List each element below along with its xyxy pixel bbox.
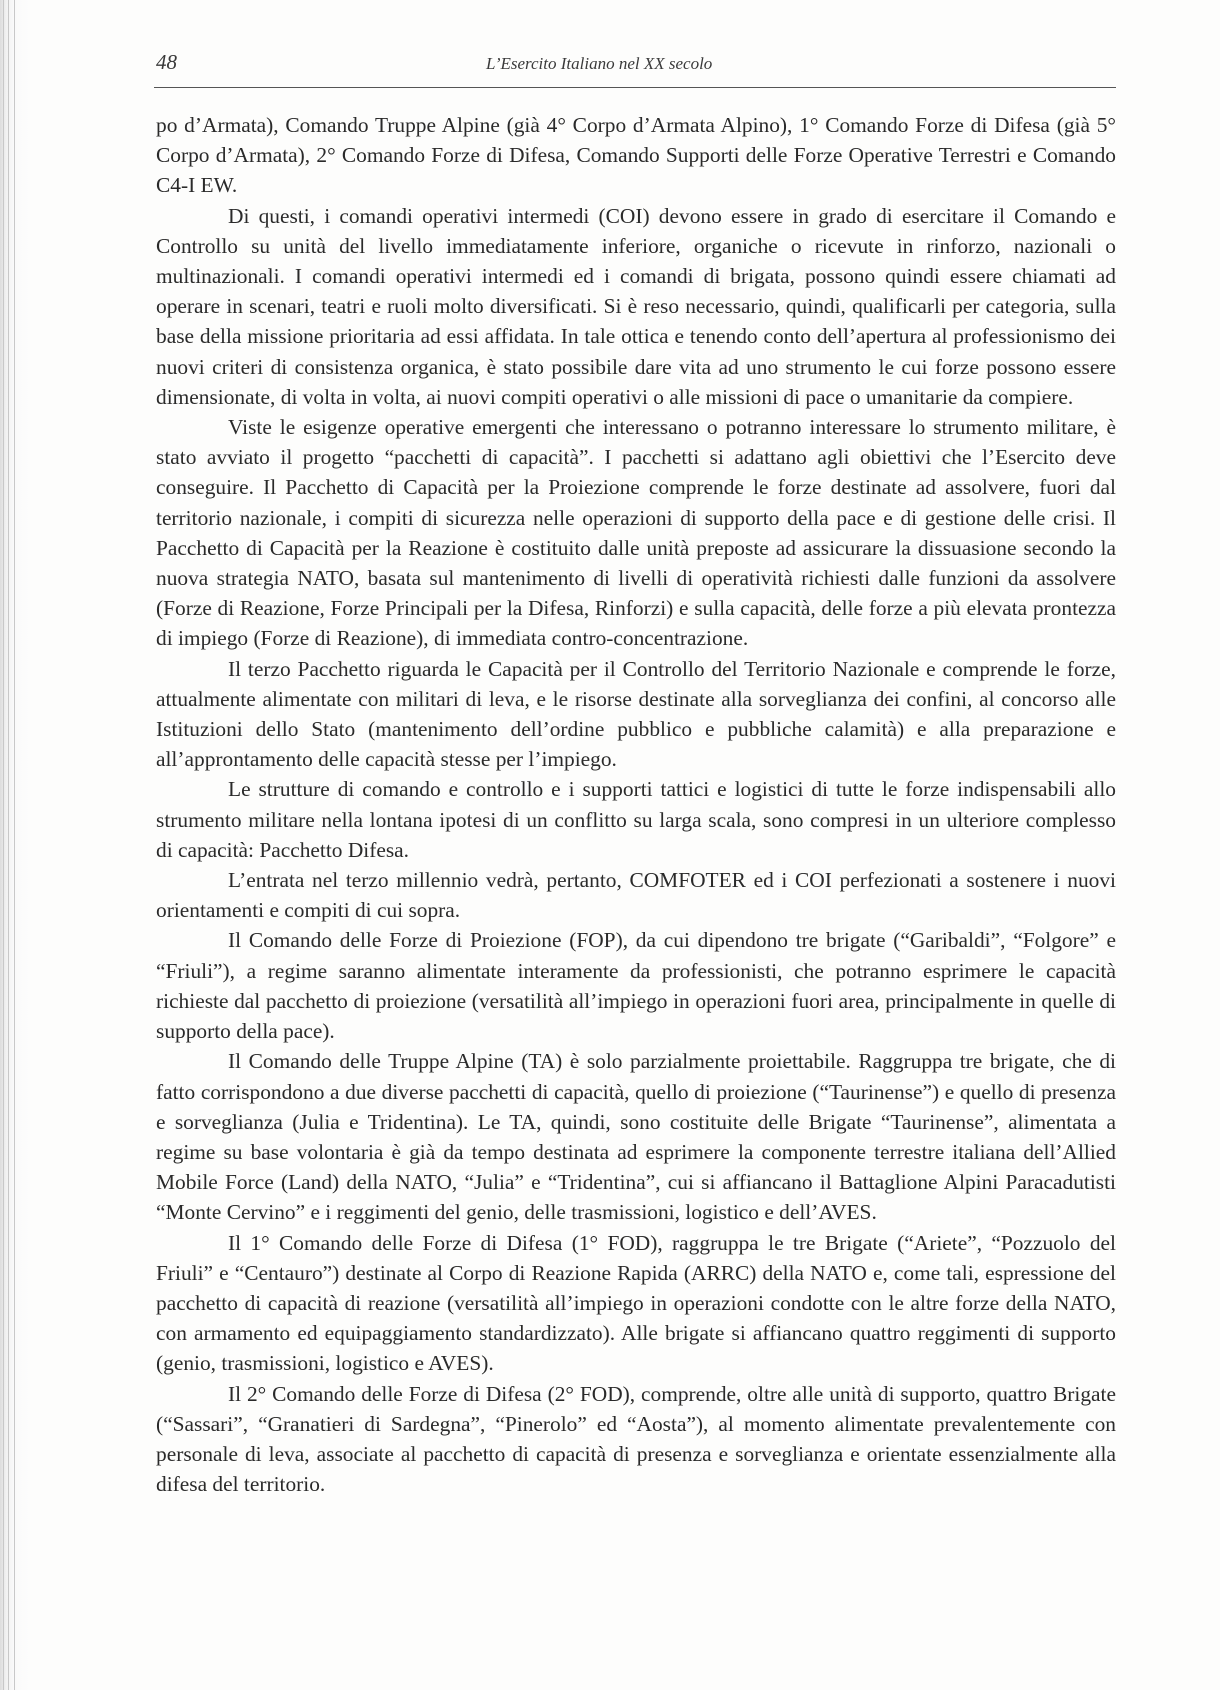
paragraph: Il Comando delle Forze di Proiezione (FOP), da cui dipendono tre brigate (“Garibaldi”, “Folgore” e “Friuli”), a regime saranno alimentate interamente da professionisti, che potranno esprimere le capacità richieste dal pacchetto di proiezione (versatilità all’impiego in operazioni fuori area, principalmente in quelle di supporto della pace). (156, 928, 1116, 1044)
body-text (156, 110, 1116, 1499)
running-header (156, 50, 1116, 86)
paragraph: Le strutture di comando e controllo e i supporti tattici e logistici di tutte le forze indispensabili allo strumento militare nella lontana ipotesi di un conflitto su larga scala, sono compresi in un ulteriore complesso di capacità: Pacchetto Difesa. (156, 777, 1116, 862)
header-rule (154, 87, 1116, 88)
paragraph: Il 1° Comando delle Forze di Difesa (1° FOD), raggruppa le tre Brigate (“Ariete”, “Pozzuolo del Friuli” e “Centauro”) destinate al Corpo di Reazione Rapida (ARRC) della NATO e, come tali, espressione del pacchetto di capacità di reazione (versatilità all’impiego in operazioni condotte con le altre forze della NATO, con armamento ed equipaggiamento standardizzato). Alle brigate si affiancano quattro reggimenti di supporto (genio, trasmissioni, logistico e AVES). (156, 1230, 1116, 1376)
paragraph: Viste le esigenze operative emergenti che interessano o potranno interessare lo strumento militare, è stato avviato il progetto “pacchetti di capacità”. I pacchetti si adattano agli obiettivi che l’Esercito deve conseguire. Il Pacchetto di Capacità per la Proiezione comprende le forze destinate ad assolvere, fuori dal territorio nazionale, i compiti di sicurezza nelle operazioni di supporto della pace e di gestione delle crisi. Il Pacchetto di Capacità per la Reazione è costituito dalle unità preposte ad assicurare la dissuasione secondo la nuova strategia NATO, basata sul mantenimento di livelli di operatività richiesti dalle funzioni da assolvere (Forze di Reazione, Forze Principali per la Difesa, Rinforzi) e sulla capacità, delle forze a più elevata prontezza di impiego (Forze di Reazione), di immediata contro-concentrazione. (156, 415, 1116, 651)
paragraph: po d’Armata), Comando Truppe Alpine (già 4° Corpo d’Armata Alpino), 1° Comando Forze di Difesa (già 5° Corpo d’Armata), 2° Comando Forze di Difesa, Comando Supporti delle Forze Operative Terrestri e Comando C4-I EW. (156, 113, 1116, 198)
paragraph: Di questi, i comandi operativi intermedi (COI) devono essere in grado di esercitare il Comando e Controllo su unità del livello immediatamente inferiore, organiche o ricevute in rinforzo, nazionali o multinazionali. I comandi operativi intermedi ed i comandi di brigata, possono quindi essere chiamati ad operare in scenari, teatri e ruoli molto diversificati. Si è reso necessario, quindi, qualificarli per categoria, sulla base della missione prioritaria ad essi affidata. In tale ottica e tenendo conto dell’apertura al professionismo dei nuovi criteri di consistenza organica, è stato possibile dare vita ad uno strumento le cui forze possono essere dimensionate, di volta in volta, ai nuovi compiti operativi o alle missioni di pace o umanitarie da compiere. (156, 203, 1116, 409)
spine-line (14, 0, 15, 1690)
running-title: L’Esercito Italiano nel XX secolo (486, 54, 713, 73)
paragraph: L’entrata nel terzo millennio vedrà, pertanto, COMFOTER ed i COI perfezionati a sostenere i nuovi orientamenti e compiti di cui sopra. (156, 868, 1116, 923)
book-spine-shadow (0, 0, 30, 1690)
spine-line (8, 0, 9, 1690)
paragraph: Il Comando delle Truppe Alpine (TA) è solo parzialmente proiettabile. Raggruppa tre brigate, che di fatto corrispondono a due diverse pacchetti di capacità, quello di proiezione (“Taurinense”) e quello di presenza e sorveglianza (Julia e Tridentina). Le TA, quindi, sono costituite delle Brigate “Taurinense”, alimentata a regime su base volontaria è già da tempo destinata ad esprimere la componente terrestre italiana dell’Allied Mobile Force (Land) della NATO, “Julia” e “Tridentina”, cui si affiancano il Battaglione Alpini Paracadutisti “Monte Cervino” e i reggimenti del genio, delle trasmissioni, logistico e dell’AVES. (156, 1049, 1116, 1225)
paragraph: Il 2° Comando delle Forze di Difesa (2° FOD), comprende, oltre alle unità di supporto, quattro Brigate (“Sassari”, “Granatieri di Sardegna”, “Pinerolo” ed “Aosta”), al momento alimentate prevalentemente con personale di leva, associate al pacchetto di capacità di presenza e sorveglianza e orientate essenzialmente alla difesa del territorio. (156, 1381, 1116, 1497)
spine-line (3, 0, 4, 1690)
paragraph: Il terzo Pacchetto riguarda le Capacità per il Controllo del Territorio Nazionale e comprende le forze, attualmente alimentate con militari di leva, e le risorse destinate alla sorveglianza dei confini, al concorso alle Istituzioni dello Stato (mantenimento dell’ordine pubblico e pubbliche calamità) e alla preparazione e all’approntamento delle capacità stesse per l’impiego. (156, 656, 1116, 772)
page-number: 48 (156, 50, 177, 74)
